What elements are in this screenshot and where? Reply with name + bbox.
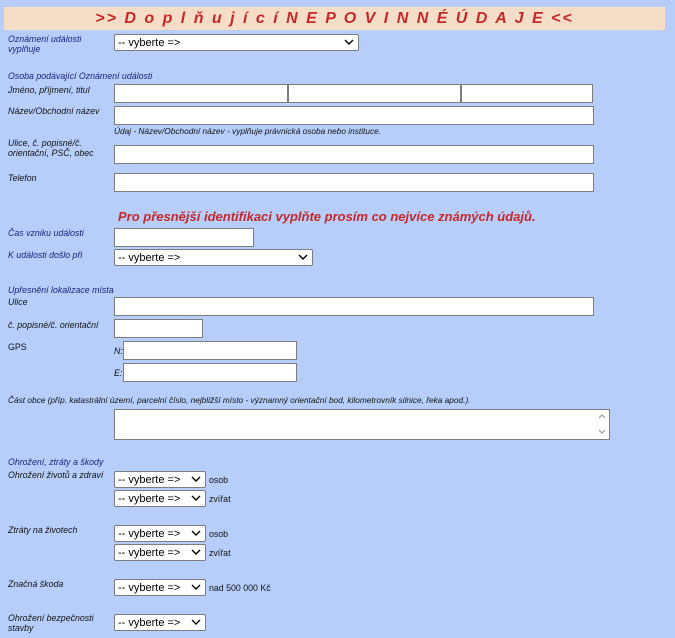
prijmeni-input[interactable] — [288, 84, 461, 103]
osoba-section-label: Osoba podávající Oznámení události — [8, 71, 153, 81]
ohrozeni-zivotu-osob-select[interactable] — [114, 471, 206, 488]
scroll-down-icon[interactable] — [597, 426, 607, 436]
nazev-input[interactable] — [114, 106, 594, 125]
ohrozeni-zivotu-zvirat-value: -- vyberte => — [118, 492, 181, 505]
chevron-down-icon — [297, 251, 309, 264]
ztraty-osob-value: -- vyberte => — [118, 527, 181, 540]
cast-obce-label: Část obce (příp. katastrální území, parcelní číslo, nejbližší místo - významný orientační bod, kilometrovník silnice, řeka apod.). — [8, 395, 471, 405]
adresa-label: Ulice, č. popisné/č. orientační, PSČ, obec — [8, 138, 94, 158]
ohrozeni-zivotu-osob-value: -- vyberte => — [118, 473, 181, 486]
oznameni-vyplnuje-select-value: -- vyberte => — [118, 36, 181, 49]
ztraty-zvirat-value: -- vyberte => — [118, 546, 181, 559]
jmeno-input[interactable] — [114, 84, 288, 103]
ohrozeni-zivotu-zvirat-suffix: zvířat — [209, 494, 231, 504]
identification-notice: Pro přesnější identifikaci vyplňte prosím co nejvíce známých údajů. — [118, 209, 536, 224]
ztraty-osob-suffix: osob — [209, 529, 229, 539]
telefon-label: Telefon — [8, 173, 37, 183]
adresa-input[interactable] — [114, 145, 594, 164]
cas-vzniku-input[interactable] — [114, 228, 254, 247]
cislo-input[interactable] — [114, 319, 203, 338]
k-udalosti-select[interactable] — [114, 249, 313, 266]
gps-e-label: E: — [114, 368, 123, 378]
chevron-down-icon — [190, 581, 202, 594]
telefon-input[interactable] — [114, 173, 594, 192]
cas-vzniku-label: Čas vzniku události — [8, 228, 84, 238]
ohrozeni-bezpecnosti-label: Ohrožení bezpečnosti stavby — [8, 613, 94, 633]
cast-obce-textarea[interactable] — [114, 409, 610, 440]
section-header — [4, 7, 665, 30]
gps-n-input[interactable] — [123, 341, 297, 360]
ztraty-zvirat-suffix: zvířat — [209, 548, 231, 558]
oznameni-vyplnuje-label: Oznámení události vyplňuje — [8, 34, 82, 54]
ohrozeni-bezpecnosti-value: -- vyberte => — [118, 616, 181, 629]
upresneni-section-label: Upřesnění lokalizace místa — [8, 285, 114, 295]
k-udalosti-label: K události došlo při — [8, 250, 83, 260]
k-udalosti-select-value: -- vyberte => — [118, 251, 181, 264]
gps-e-input[interactable] — [123, 363, 297, 382]
znacna-skoda-suffix: nad 500 000 Kč — [209, 583, 271, 593]
ztraty-label: Ztráty na životech — [8, 525, 78, 535]
nazev-note: Údaj - Název/Obchodní název - vyplňuje právnická osoba nebo instituce. — [114, 126, 382, 136]
section-header-title: >> D o p l ň u j í c í N E P O V I N N É Ú D A J E << — [95, 9, 574, 27]
jmeno-label: Jméno, příjmení, titul — [8, 85, 90, 95]
znacna-skoda-select[interactable] — [114, 579, 206, 596]
ulice-label: Ulice — [8, 297, 28, 307]
chevron-down-icon — [190, 473, 202, 486]
ztraty-zvirat-select[interactable] — [114, 544, 206, 561]
ulice-input[interactable] — [114, 297, 594, 316]
chevron-down-icon — [190, 492, 202, 505]
ohrozeni-zivotu-label: Ohrožení životů a zdraví — [8, 470, 104, 480]
ohrozeni-zivotu-zvirat-select[interactable] — [114, 490, 206, 507]
chevron-down-icon — [343, 36, 355, 49]
gps-n-label: N: — [114, 346, 123, 356]
chevron-down-icon — [190, 527, 202, 540]
cislo-label: č. popisné/č. orientační — [8, 320, 99, 330]
oznameni-vyplnuje-select[interactable] — [114, 34, 359, 51]
znacna-skoda-label: Značná škoda — [8, 579, 64, 589]
chevron-down-icon — [190, 546, 202, 559]
chevron-down-icon — [190, 616, 202, 629]
gps-label: GPS — [8, 342, 27, 352]
ohrozeni-zivotu-osob-suffix: osob — [209, 475, 229, 485]
scroll-up-icon[interactable] — [597, 412, 607, 422]
ohrozeni-bezpecnosti-select[interactable] — [114, 614, 206, 631]
znacna-skoda-value: -- vyberte => — [118, 581, 181, 594]
titul-input[interactable] — [461, 84, 593, 103]
ohrozeni-section-label: Ohrožení, ztráty a škody — [8, 457, 104, 467]
nazev-label: Název/Obchodní název — [8, 106, 100, 116]
ztraty-osob-select[interactable] — [114, 525, 206, 542]
